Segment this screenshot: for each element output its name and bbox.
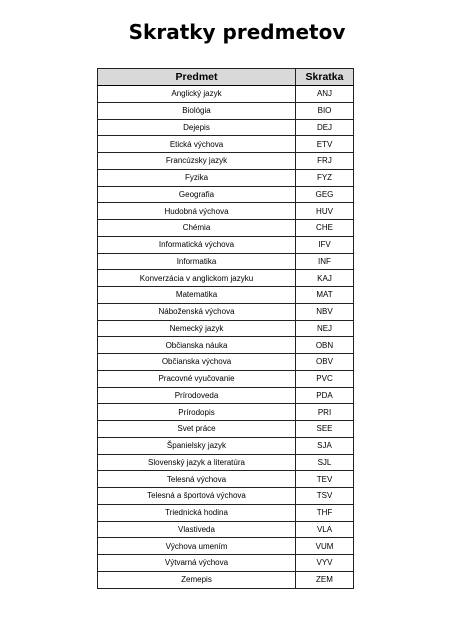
abbreviation-cell: SJA [296, 437, 354, 454]
subject-cell: Občianska náuka [98, 337, 296, 354]
abbreviation-cell: TEV [296, 471, 354, 488]
page-title: Skratky predmetov [128, 20, 346, 44]
subject-cell: Prírodoveda [98, 387, 296, 404]
table-row [98, 421, 354, 438]
abbreviation-cell: BIO [296, 102, 354, 119]
table-row [98, 370, 354, 387]
table-row [98, 437, 354, 454]
subject-cell: Triednická hodina [98, 504, 296, 521]
subject-cell: Telesná výchova [98, 471, 296, 488]
subject-cell: Občianska výchova [98, 354, 296, 371]
abbreviation-cell: ZEM [296, 571, 354, 588]
subject-cell: Informatika [98, 253, 296, 270]
table-row [98, 555, 354, 572]
abbreviation-cell: VUM [296, 538, 354, 555]
subject-cell: Dejepis [98, 119, 296, 136]
abbreviation-cell: NEJ [296, 320, 354, 337]
abbreviation-cell: VYV [296, 555, 354, 572]
subject-cell: Geografia [98, 186, 296, 203]
table-row [98, 387, 354, 404]
subject-cell: Biológia [98, 102, 296, 119]
subject-cell: Informatická výchova [98, 236, 296, 253]
abbreviation-cell: FRJ [296, 153, 354, 170]
table-row [98, 169, 354, 186]
table-row [98, 102, 354, 119]
subject-cell: Španielsky jazyk [98, 437, 296, 454]
subject-cell: Výchova umením [98, 538, 296, 555]
abbreviation-cell: PVC [296, 370, 354, 387]
subject-cell: Etická výchova [98, 136, 296, 153]
table-row [98, 203, 354, 220]
abbreviation-cell: IFV [296, 236, 354, 253]
table-row [98, 571, 354, 588]
subject-cell: Pracovné vyučovanie [98, 370, 296, 387]
abbreviation-cell: HUV [296, 203, 354, 220]
subject-cell: Slovenský jazyk a literatúra [98, 454, 296, 471]
subject-cell: Svet práce [98, 421, 296, 438]
abbreviation-cell: PRI [296, 404, 354, 421]
subject-cell: Náboženská výchova [98, 303, 296, 320]
abbreviation-cell: MAT [296, 287, 354, 304]
abbreviation-cell: OBV [296, 354, 354, 371]
table-row [98, 236, 354, 253]
abbreviation-cell: GEG [296, 186, 354, 203]
table-body [98, 86, 354, 589]
abbreviation-cell: TSV [296, 488, 354, 505]
abbreviation-cell: INF [296, 253, 354, 270]
abbreviation-cell: NBV [296, 303, 354, 320]
subject-cell: Anglický jazyk [98, 86, 296, 103]
table-row [98, 270, 354, 287]
subject-cell: Vlastiveda [98, 521, 296, 538]
table-row [98, 136, 354, 153]
abbreviation-cell: FYZ [296, 169, 354, 186]
table-row [98, 538, 354, 555]
table-row [98, 488, 354, 505]
abbreviation-cell: OBN [296, 337, 354, 354]
subject-cell: Fyzika [98, 169, 296, 186]
table-row [98, 404, 354, 421]
table-header-row [98, 69, 354, 86]
subject-cell: Telesná a športová výchova [98, 488, 296, 505]
subject-cell: Nemecký jazyk [98, 320, 296, 337]
table-row [98, 153, 354, 170]
table-row [98, 186, 354, 203]
table-row [98, 119, 354, 136]
table-row [98, 303, 354, 320]
subject-cell: Prírodopis [98, 404, 296, 421]
table-row [98, 86, 354, 103]
subject-cell: Matematika [98, 287, 296, 304]
abbreviation-cell: SEE [296, 421, 354, 438]
table-row [98, 337, 354, 354]
table-row [98, 504, 354, 521]
table-row [98, 454, 354, 471]
abbreviation-cell: SJL [296, 454, 354, 471]
subject-cell: Konverzácia v anglickom jazyku [98, 270, 296, 287]
column-header-abbreviation: Skratka [296, 69, 354, 86]
abbreviation-cell: VLA [296, 521, 354, 538]
table-row [98, 220, 354, 237]
abbreviation-cell: DEJ [296, 119, 354, 136]
abbreviation-cell: CHE [296, 220, 354, 237]
abbreviation-cell: ETV [296, 136, 354, 153]
subject-cell: Zemepis [98, 571, 296, 588]
abbreviation-cell: ANJ [296, 86, 354, 103]
subject-cell: Chémia [98, 220, 296, 237]
subject-cell: Francúzsky jazyk [98, 153, 296, 170]
table-row [98, 287, 354, 304]
table-row [98, 320, 354, 337]
abbreviation-cell: KAJ [296, 270, 354, 287]
table-row [98, 354, 354, 371]
subject-cell: Výtvarná výchova [98, 555, 296, 572]
subject-cell: Hudobná výchova [98, 203, 296, 220]
subject-abbreviations-table [97, 68, 354, 589]
table-row [98, 253, 354, 270]
abbreviation-cell: PDA [296, 387, 354, 404]
table-row [98, 471, 354, 488]
abbreviation-cell: THF [296, 504, 354, 521]
column-header-subject: Predmet [98, 69, 296, 86]
table-row [98, 521, 354, 538]
